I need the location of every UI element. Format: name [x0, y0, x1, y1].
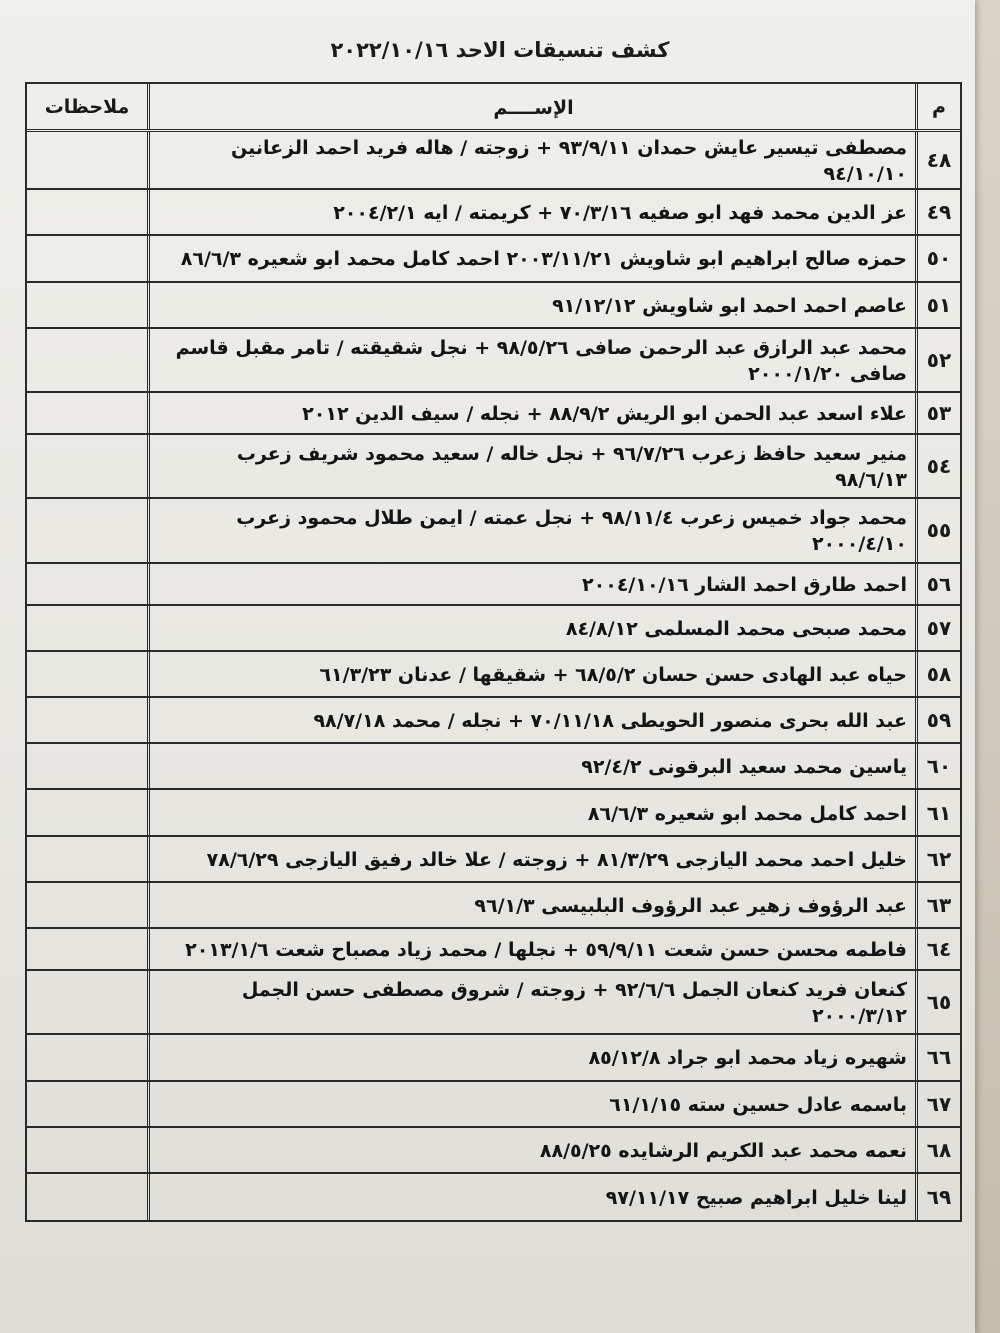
table-row	[27, 606, 960, 652]
row-name: عاصم احمد احمد ابو شاويش ٩١/١٢/١٢	[147, 283, 915, 327]
table-row	[27, 883, 960, 929]
table-row	[27, 499, 960, 563]
header-num: م	[915, 84, 960, 129]
table-row	[27, 652, 960, 698]
row-number: ٦٠	[915, 744, 960, 788]
table-row	[27, 435, 960, 499]
row-number: ٦٩	[915, 1174, 960, 1220]
row-number: ٦٣	[915, 883, 960, 927]
row-name: حياه عبد الهادى حسن حسان ٦٨/٥/٢ + شقيقها / عدنان ٦١/٣/٢٣	[147, 652, 915, 696]
row-number: ٥٣	[915, 393, 960, 433]
row-number: ٦٨	[915, 1128, 960, 1172]
row-notes	[27, 393, 147, 433]
table-row	[27, 790, 960, 836]
table-row	[27, 744, 960, 790]
row-notes	[27, 1082, 147, 1126]
row-notes	[27, 190, 147, 234]
row-name: محمد جواد خميس زعرب ٩٨/١١/٤ + نجل عمته / ايمن طلال محمود زعرب ٢٠٠٠/٤/١٠	[147, 499, 915, 561]
row-name: حمزه صالح ابراهيم ابو شاويش ٢٠٠٣/١١/٢١ احمد كامل محمد ابو شعيره ٨٦/٦/٣	[147, 236, 915, 280]
row-name: عبد الرؤوف زهير عبد الرؤوف البلبيسى ٩٦/١/٣	[147, 883, 915, 927]
row-notes	[27, 499, 147, 561]
row-notes	[27, 790, 147, 834]
row-name: منير سعيد حافظ زعرب ٩٦/٧/٢٦ + نجل خاله / سعيد محمود شريف زعرب ٩٨/٦/١٣	[147, 435, 915, 497]
table-body	[27, 132, 960, 1220]
row-number: ٦١	[915, 790, 960, 834]
row-notes	[27, 698, 147, 742]
row-name: احمد كامل محمد ابو شعيره ٨٦/٦/٣	[147, 790, 915, 834]
row-notes	[27, 1174, 147, 1220]
row-name: ياسين محمد سعيد البرقونى ٩٢/٤/٢	[147, 744, 915, 788]
row-number: ٦٧	[915, 1082, 960, 1126]
row-number: ٥٢	[915, 329, 960, 391]
table-header	[27, 84, 960, 132]
row-number: ٥١	[915, 283, 960, 327]
row-number: ٦٥	[915, 971, 960, 1033]
row-notes	[27, 929, 147, 969]
row-name: محمد عبد الرازق عبد الرحمن صافى ٩٨/٥/٢٦ + نجل شقيقته / تامر مقبل قاسم صافى ٢٠٠٠/١/٢٠	[147, 329, 915, 391]
row-number: ٥٠	[915, 236, 960, 280]
row-name: فاطمه محسن حسن شعت ٥٩/٩/١١ + نجلها / محمد زياد مصباح شعت ٢٠١٣/١/٦	[147, 929, 915, 969]
row-notes	[27, 236, 147, 280]
row-name: نعمه محمد عبد الكريم الرشايده ٨٨/٥/٢٥	[147, 1128, 915, 1172]
page-title: كشف تنسيقات الاحد ٢٠٢٢/١٠/١٦	[330, 38, 670, 62]
table-row	[27, 971, 960, 1035]
row-number: ٦٦	[915, 1035, 960, 1079]
row-number: ٦٢	[915, 837, 960, 881]
row-number: ٥٦	[915, 564, 960, 604]
table-row	[27, 1035, 960, 1081]
table-row	[27, 329, 960, 393]
table-row	[27, 698, 960, 744]
table-row	[27, 929, 960, 971]
table-row	[27, 837, 960, 883]
row-notes	[27, 132, 147, 188]
row-notes	[27, 1035, 147, 1079]
row-number: ٥٧	[915, 606, 960, 650]
row-name: محمد صبحى محمد المسلمى ٨٤/٨/١٢	[147, 606, 915, 650]
table-row	[27, 236, 960, 282]
row-notes	[27, 971, 147, 1033]
row-number: ٤٩	[915, 190, 960, 234]
row-number: ٥٨	[915, 652, 960, 696]
row-name: لينا خليل ابراهيم صبيح ٩٧/١١/١٧	[147, 1174, 915, 1220]
row-notes	[27, 883, 147, 927]
row-name: باسمه عادل حسين سته ٦١/١/١٥	[147, 1082, 915, 1126]
row-name: علاء اسعد عبد الحمن ابو الريش ٨٨/٩/٢ + نجله / سيف الدين ٢٠١٢	[147, 393, 915, 433]
table-row	[27, 393, 960, 435]
table-row	[27, 283, 960, 329]
row-notes	[27, 837, 147, 881]
row-notes	[27, 652, 147, 696]
table-row	[27, 564, 960, 606]
header-notes: ملاحظات	[44, 95, 130, 118]
row-notes	[27, 744, 147, 788]
row-name: كنعان فريد كنعان الجمل ٩٢/٦/٦ + زوجته / شروق مصطفى حسن الجمل ٢٠٠٠/٣/١٢	[147, 971, 915, 1033]
row-name: عبد الله بحرى منصور الحويطى ٧٠/١١/١٨ + نجله / محمد ٩٨/٧/١٨	[147, 698, 915, 742]
table-row	[27, 190, 960, 236]
row-notes	[27, 1128, 147, 1172]
row-number: ٥٤	[915, 435, 960, 497]
row-name: خليل احمد محمد اليازجى ٨١/٣/٢٩ + زوجته / علا خالد رفيق اليازجى ٧٨/٦/٢٩	[147, 837, 915, 881]
row-notes	[27, 329, 147, 391]
row-name: عز الدين محمد فهد ابو صفيه ٧٠/٣/١٦ + كريمته / ايه ٢٠٠٤/٢/١	[147, 190, 915, 234]
names-table	[25, 82, 962, 1222]
table-row	[27, 132, 960, 190]
row-number: ٥٩	[915, 698, 960, 742]
row-number: ٦٤	[915, 929, 960, 969]
row-number: ٤٨	[915, 132, 960, 188]
table-row	[27, 1082, 960, 1128]
row-name: شهيره زياد محمد ابو جراد ٨٥/١٢/٨	[147, 1035, 915, 1079]
row-notes	[27, 564, 147, 604]
table-row	[27, 1174, 960, 1220]
row-number: ٥٥	[915, 499, 960, 561]
header-name: الإســــم	[147, 84, 915, 129]
row-notes	[27, 435, 147, 497]
row-notes	[27, 283, 147, 327]
table-row	[27, 1128, 960, 1174]
row-notes	[27, 606, 147, 650]
row-name: مصطفى تيسير عايش حمدان ٩٣/٩/١١ + زوجته / هاله فريد احمد الزعانين ٩٤/١٠/١٠	[147, 132, 915, 188]
row-name: احمد طارق احمد الشار ٢٠٠٤/١٠/١٦	[147, 564, 915, 604]
